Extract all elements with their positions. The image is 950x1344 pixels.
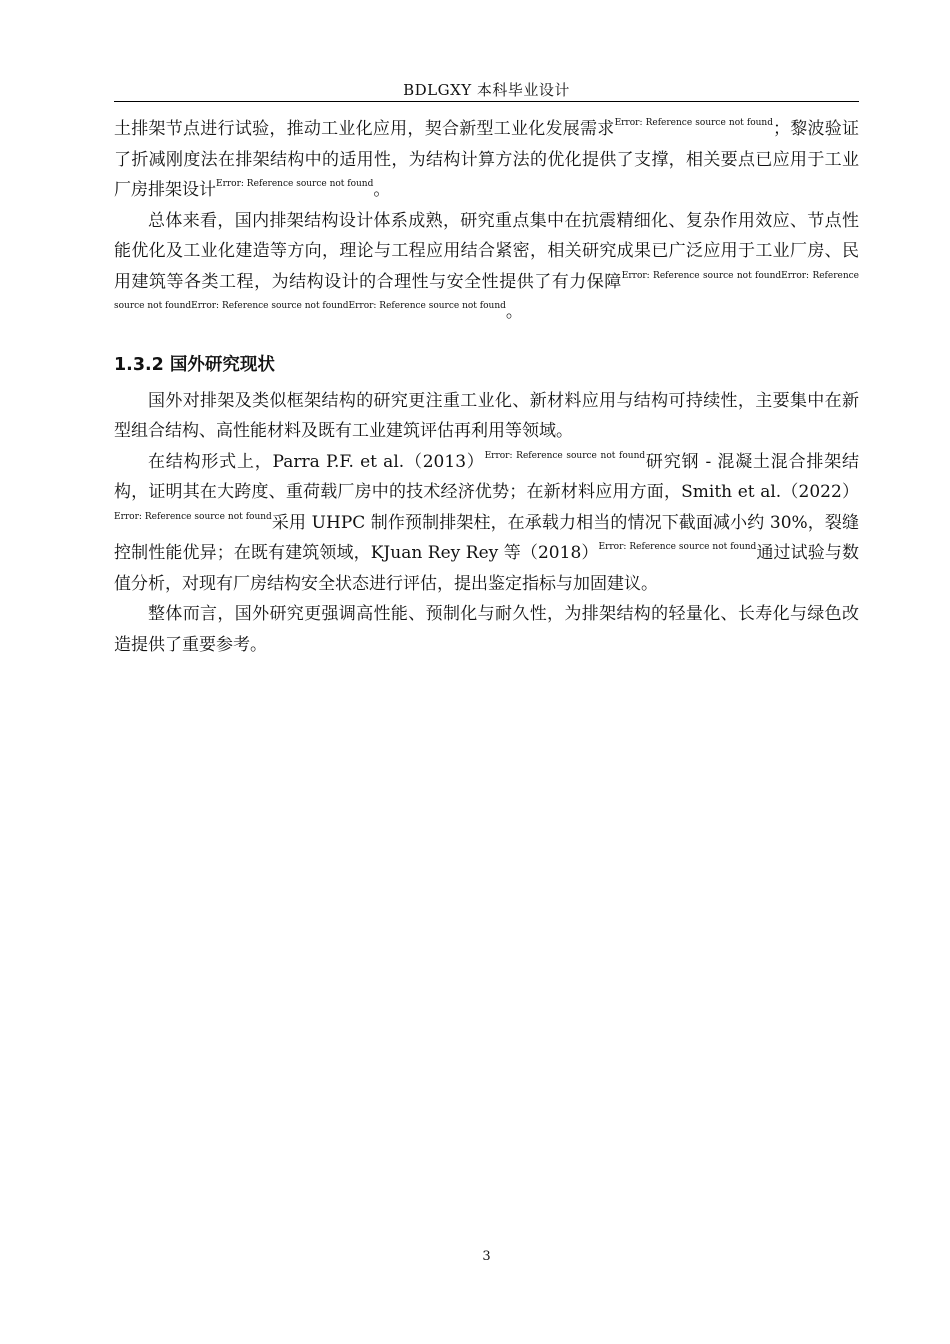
paragraph-text: 研究钢 - 混凝土混合排架结构，证明其在大跨度、重荷载厂房中的技术经济优势；在新材料应用方面，Smith et al.（2022）	[114, 451, 859, 502]
section-heading	[114, 350, 859, 380]
paragraph-text: 整体而言，国外研究更强调高性能、预制化与耐久性，为排架结构的轻量化、长寿化与绿色改造提供了重要参考。	[114, 604, 859, 655]
paragraph-text: 采用 UHPC 制作预制排架柱，在承载力相当的情况下截面减小约 30%，裂缝控制性能优异；在既有建筑领域，KJuan Rey Rey 等（2018）	[114, 512, 860, 563]
reference-error-citation: Error: Reference source not found	[484, 450, 646, 461]
page-header: BDLGXY 本科毕业设计	[403, 81, 570, 99]
paragraph-text: 总体来看，国内排架结构设计体系成熟，研究重点集中在抗震精细化、复杂作用效应、节点性能优化及工业化建造等方向，理论与工程应用结合紧密，相关研究成果已广泛应用于工业厂房、民用建筑等各类工程，为结构设计的合理性与安全性提供了有力保障	[114, 210, 859, 292]
paragraph-foreign-intro	[114, 386, 859, 447]
paragraph-foreign-details	[114, 447, 859, 600]
header-divider	[114, 101, 859, 102]
paragraph-text: 国外对排架及类似框架结构的研究更注重工业化、新材料应用与结构可持续性，主要集中在新型组合结构、高性能材料及既有工业建筑评估再利用等领域。	[114, 390, 859, 441]
reference-error-citation: Error: Reference source not found	[614, 118, 773, 128]
paragraph-text: 土排架节点进行试验，推动工业化应用，契合新型工业化发展需求	[114, 119, 615, 139]
reference-error-citation: Error: Reference source not found	[216, 179, 374, 189]
reference-error-citation: Error: Reference source not found	[114, 511, 272, 522]
paragraph-text: 在结构形式上，Parra P.F. et al.（2013）	[148, 451, 485, 472]
paragraph-domestic-continued	[114, 114, 859, 206]
paragraph-text: 。	[505, 302, 523, 322]
page-number: 3	[482, 1249, 491, 1264]
paragraph-foreign-summary	[114, 599, 859, 660]
paragraph-text: 通过试验与数值分析，对现有厂房结构安全状态进行评估，提出鉴定指标与加固建议。	[114, 543, 860, 594]
paragraph-text: 。	[373, 180, 391, 200]
paragraph-text: ；黎波验证了折减刚度法在排架结构中的适用性，为结构计算方法的优化提供了支撑，相关要点已应用于工业厂房排架设计	[114, 119, 860, 200]
reference-error-citation: Error: Reference source not foundError: Reference source not foundError: Reference source not foundError: Reference source not found	[114, 270, 860, 311]
section-number: 1.3.2	[114, 354, 164, 375]
section-title: 国外研究现状	[169, 354, 275, 375]
document-body	[114, 114, 859, 660]
reference-error-citation: Error: Reference source not found	[598, 542, 757, 552]
paragraph-domestic-summary	[114, 206, 859, 328]
